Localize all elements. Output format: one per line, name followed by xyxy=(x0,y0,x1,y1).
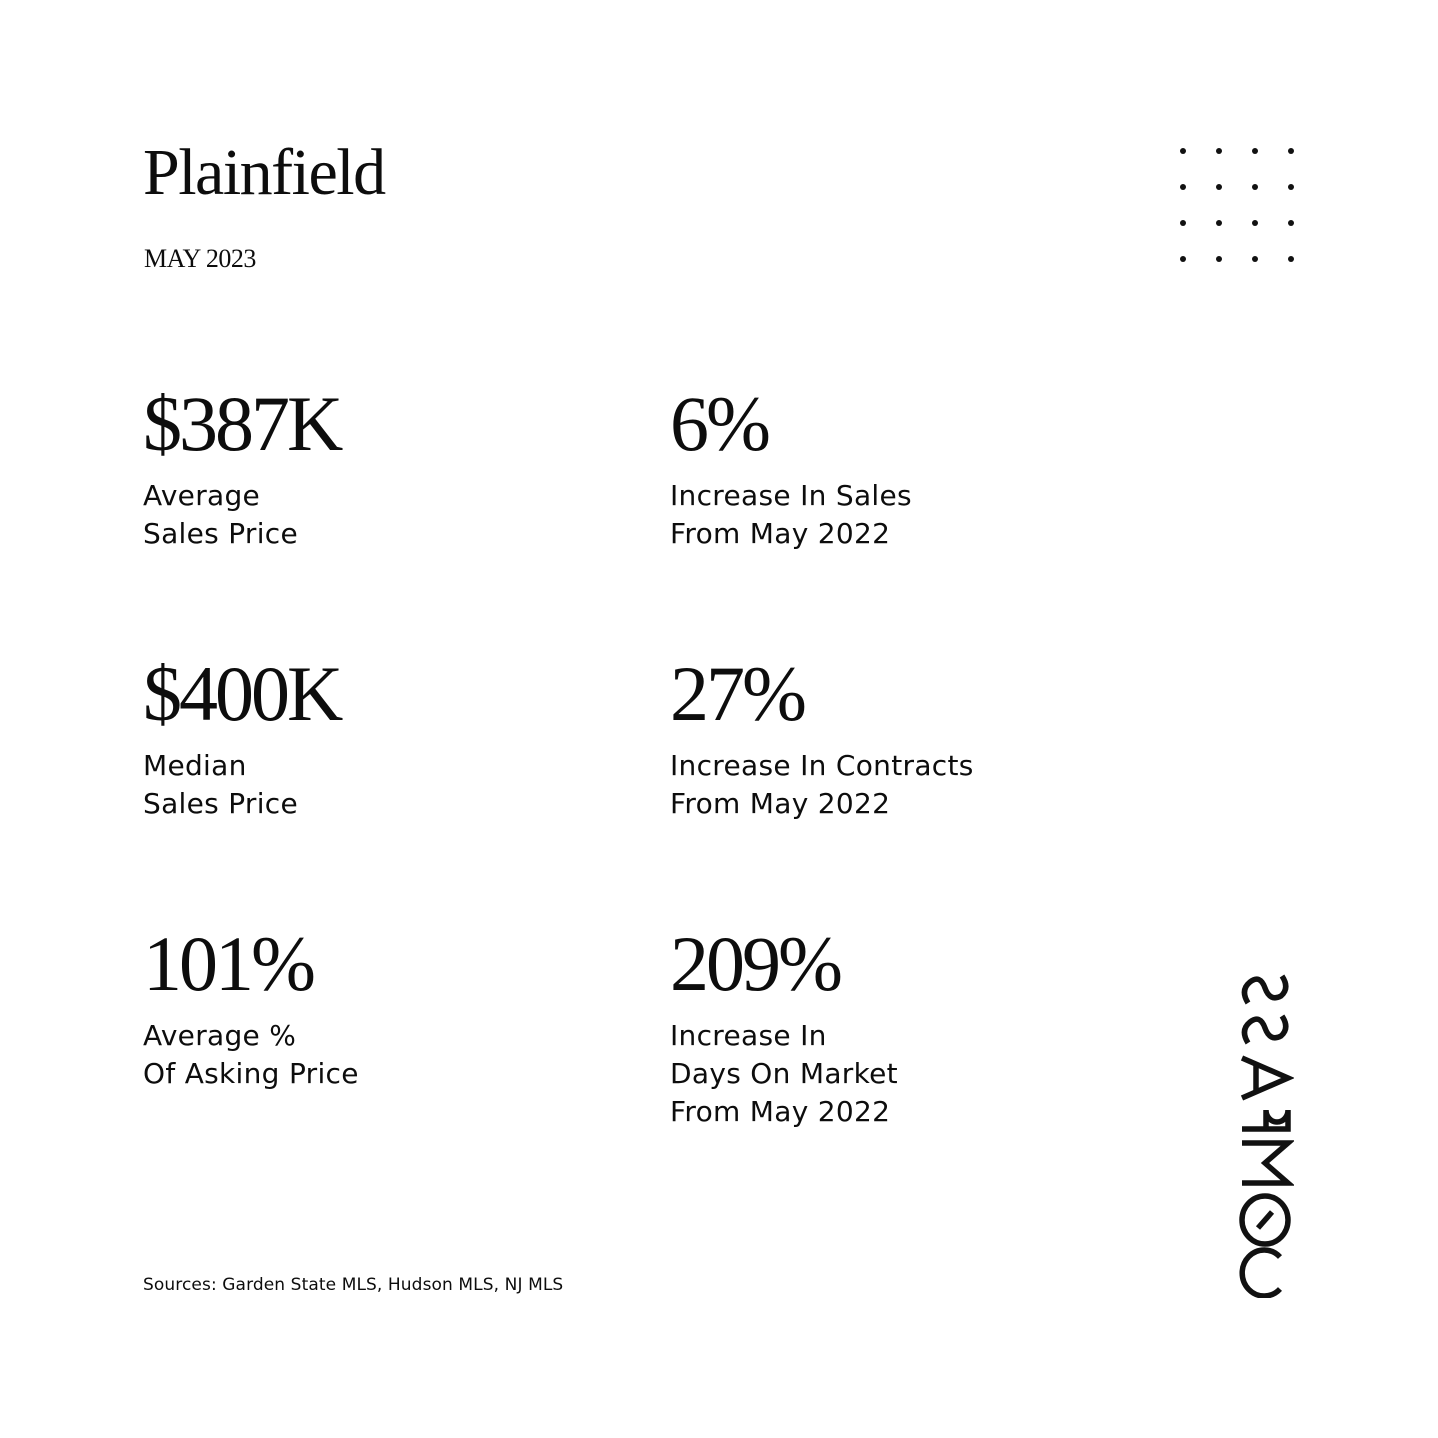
page-title: Plainfield xyxy=(143,136,385,209)
stat-label xyxy=(143,1017,359,1093)
stat-label-line: Median xyxy=(143,749,247,782)
stat-label xyxy=(670,477,912,553)
stat-average-of-asking-price xyxy=(143,920,359,1093)
stat-label-line: Increase In Contracts xyxy=(670,749,974,782)
stat-label-line: Sales Price xyxy=(143,517,299,550)
stat-label xyxy=(143,747,340,823)
stat-label-line: Average xyxy=(143,479,261,512)
stat-label-line: Sales Price xyxy=(143,787,299,820)
stat-value: 6% xyxy=(670,380,768,467)
stat-label xyxy=(670,747,974,823)
stat-label-line: Days On Market xyxy=(670,1057,898,1090)
stat-increase-in-days-on-market xyxy=(670,920,898,1131)
compass-logo xyxy=(1236,952,1294,1298)
stat-label-line: From May 2022 xyxy=(670,787,891,820)
stat-value: 27% xyxy=(670,650,804,737)
stat-label-line: Of Asking Price xyxy=(143,1057,359,1090)
stat-label-line: From May 2022 xyxy=(670,517,891,550)
sources-footnote: Sources: Garden State MLS, Hudson MLS, NJ MLS xyxy=(143,1275,564,1295)
stat-increase-in-sales xyxy=(670,380,912,553)
stat-median-sales-price xyxy=(143,650,341,823)
dot-grid-decoration xyxy=(1172,142,1302,268)
stat-label xyxy=(143,477,340,553)
stat-label-line: Increase In xyxy=(670,1019,827,1052)
report-date: MAY 2023 xyxy=(144,244,256,273)
stat-label-line: Increase In Sales xyxy=(670,479,912,512)
stat-increase-in-contracts xyxy=(670,650,974,823)
stat-value: $387K xyxy=(143,380,341,467)
stat-label-line: Average % xyxy=(143,1019,297,1052)
stat-value: 209% xyxy=(670,920,840,1007)
stat-label xyxy=(670,1017,898,1131)
stat-average-sales-price xyxy=(143,380,341,553)
stat-label-line: From May 2022 xyxy=(670,1095,891,1128)
stat-value: $400K xyxy=(143,650,341,737)
stat-value: 101% xyxy=(143,920,313,1007)
